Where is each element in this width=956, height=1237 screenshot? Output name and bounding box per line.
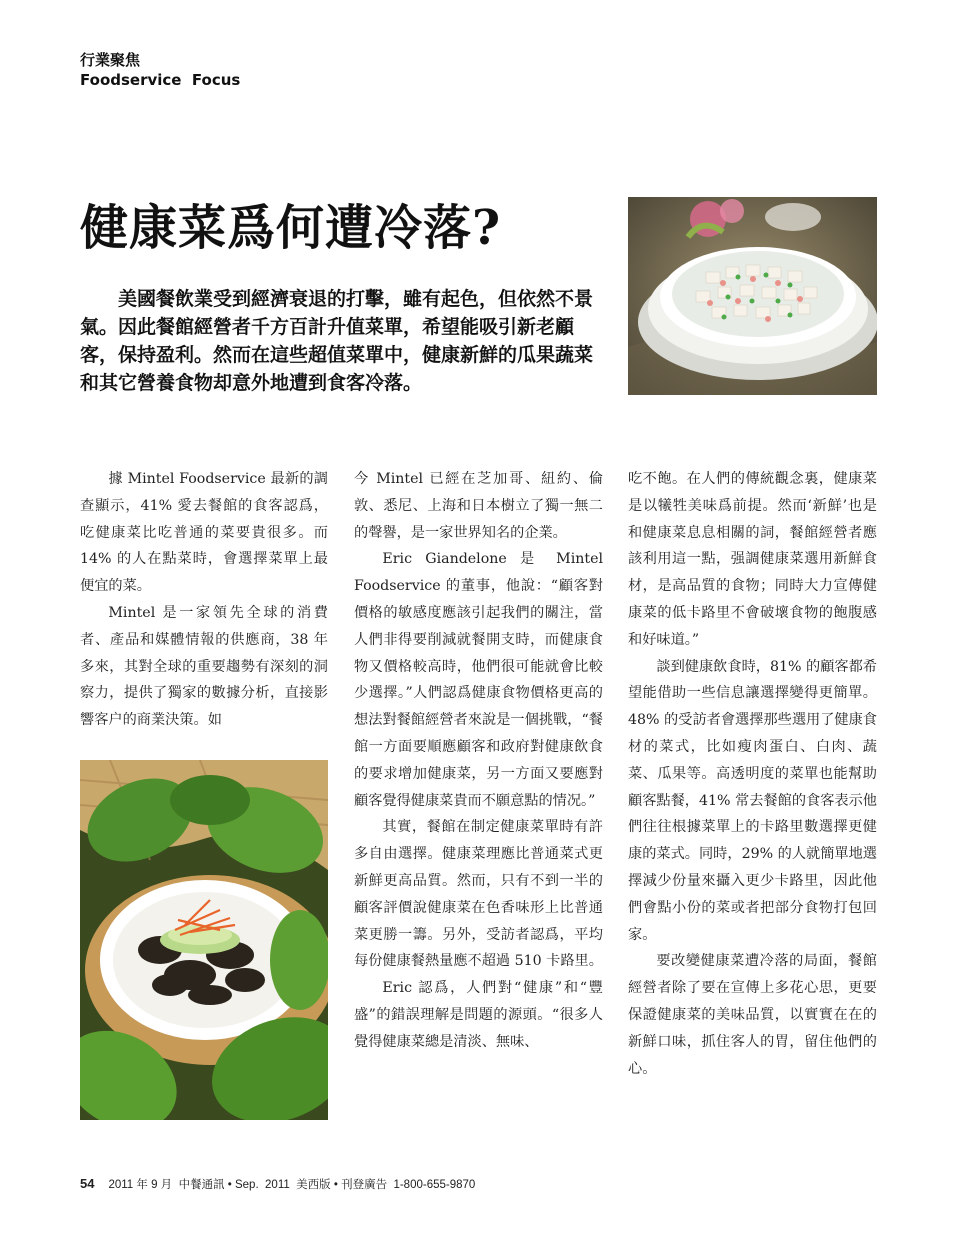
page-number: 54	[80, 1176, 95, 1191]
fungus-salad-photo	[80, 760, 328, 1120]
column-2	[354, 466, 603, 1056]
paragraph: Eric 認爲，人們對“健康”和“豐盛”的錯誤理解是問題的源頭。“很多人覺得健康菜總是清淡、無味、	[354, 980, 603, 1050]
paragraph: 據 Mintel Foodservice 最新的調查顯示，41% 愛去餐館的食客認爲，吃健康菜比吃普通的菜要貴很多。而 14% 的人在點菜時，會選擇菜單上最便宜的菜。	[80, 471, 328, 595]
paragraph: 其實，餐館在制定健康菜單時有許多自由選擇。健康菜理應比普通菜式更新鮮更高品質。然而，只有不到一半的顧客評價說健康菜在色香味形上比普通菜更勝一籌。另外，受訪者認爲，平均每份健康餐熱量應不超過 510 卡路里。	[354, 819, 603, 970]
paragraph: Mintel 是一家領先全球的消費者、產品和媒體情報的供應商，38 年多來，其對全球的重要趨勢有深刻的洞察力，提供了獨家的數據分析，直接影響客户的商業決策。如	[80, 604, 328, 729]
lead-paragraph	[80, 285, 610, 397]
page-footer	[80, 1176, 475, 1192]
tofu-soup-photo	[628, 197, 877, 395]
paragraph: 要改變健康菜遭冷落的局面，餐館經營者除了要在宣傳上多花心思，更要保證健康菜的美味品質，以實實在在的新鮮口味，抓住客人的胃，留住他們的心。	[628, 953, 877, 1077]
section-label	[80, 50, 240, 90]
section-label-en: Foodservice Focus	[80, 71, 241, 89]
paragraph: 談到健康飲食時，81% 的顧客都希望能借助一些信息讓選擇變得更簡單。48% 的受訪者會選擇那些選用了健康食材的菜式，比如瘦肉蛋白、白肉、蔬菜、瓜果等。高透明度的菜單也能幫助顧客點餐，41% 常去餐館的食客表示他們往往根據菜單上的卡路里數選擇更健康的菜式。同時，29% 的人就簡單地選擇減少份量來攝入更少卡路里，因此他們會點小份的菜或者把部分食物打包回家。	[628, 658, 877, 943]
paragraph: 吃不飽。在人們的傳統觀念裏，健康菜是以犧牲美味爲前提。然而‘新鮮’也是和健康菜息息相關的詞，餐館經營者應該利用這一點，强調健康菜選用新鮮食材，是高品質的食物；同時大力宣傳健康菜的低卡路里不會破壞食物的飽腹感和好味道。”	[628, 471, 877, 648]
lead-text: 美國餐飲業受到經濟衰退的打擊，雖有起色，但依然不景氣。因此餐館經營者千方百計升值菜單，希望能吸引新老顧客，保持盈利。然而在這些超值菜單中，健康新鮮的瓜果蔬菜和其它營養食物却意外地遭到食客冷落。	[80, 288, 594, 394]
paragraph: 今 Mintel 已經在芝加哥、紐約、倫敦、悉尼、上海和日本樹立了獨一無二的聲譽，是一家世界知名的企業。	[354, 471, 603, 541]
column-3	[628, 466, 877, 1082]
headline: 健康菜爲何遭冷落?	[80, 200, 502, 256]
paragraph: Eric Giandelone 是 Mintel Foodservice 的董事，他說：“顧客對價格的敏感度應該引起我們的關注，當人們非得要削減就餐開支時，而健康食物又價格較高時，他們很可能就會比較少選擇。”人們認爲健康食物價格更高的想法對餐館經營者來說是一個挑戰，“餐館一方面要順應顧客和政府對健康飲食的要求增加健康菜，另一方面又要應對顧客覺得健康菜貴而不願意點的情况。”	[354, 551, 603, 809]
section-label-zh: 行業聚焦	[80, 51, 141, 69]
column-1	[80, 466, 328, 734]
footer-info: 2011 年 9 月 中餐通訊 • Sep. 2011 美西版 • 刊登廣告 1-800-655-9870	[108, 1179, 476, 1191]
